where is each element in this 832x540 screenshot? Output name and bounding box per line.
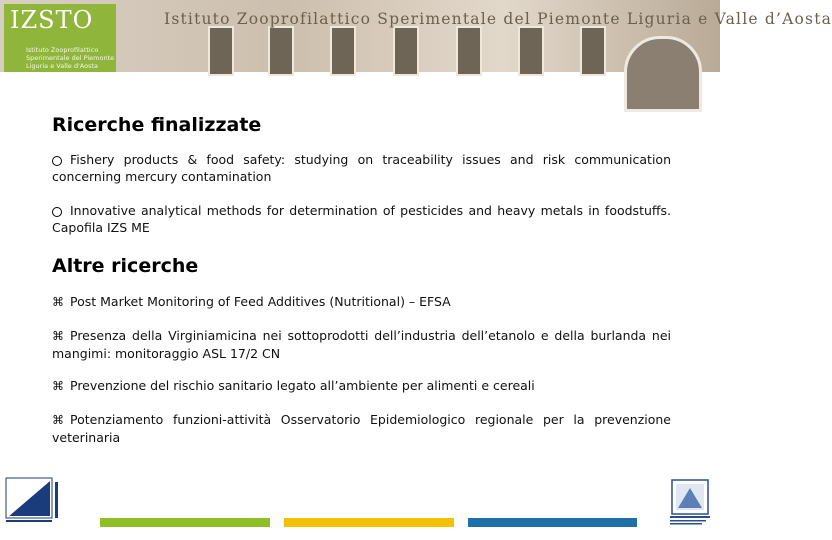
- section-title-ricerche-finalizzate: Ricerche finalizzate: [52, 114, 262, 136]
- logo-title: IZSTO: [10, 6, 94, 34]
- logo-subtitle: [26, 46, 116, 70]
- command-key-icon: ⌘: [52, 413, 64, 427]
- header-banner: [0, 0, 832, 72]
- list-item-text: Prevenzione del rischio sanitario legato all’ambiente per alimenti e cereali: [70, 378, 535, 393]
- izsto-logo: [4, 4, 116, 72]
- command-key-icon: ⌘: [52, 329, 64, 343]
- footer-bar-yellow: [284, 518, 454, 527]
- hollow-circle-icon: [52, 156, 62, 166]
- list-item-text: Potenziamento funzioni-attività Osservatorio Epidemiologico regionale per la prevenzione veterinaria: [52, 412, 671, 445]
- list-item-text: Fishery products & food safety: studying on traceability issues and risk communication concerning mercury contamination: [52, 152, 671, 184]
- list-item: [52, 151, 671, 185]
- footer-bar-green: [100, 518, 270, 527]
- list-item: [52, 293, 671, 311]
- logo-subtitle-line: Istituto Zooprofilattico: [26, 46, 99, 54]
- list-item: [52, 411, 671, 446]
- list-item: [52, 377, 671, 395]
- footer-bar-blue: [468, 518, 637, 527]
- hollow-circle-icon: [52, 207, 62, 217]
- command-key-icon: ⌘: [52, 295, 64, 309]
- list-item-text: Innovative analytical methods for determination of pesticides and heavy metals in foodstuffs. Capofila IZS ME: [52, 203, 671, 235]
- command-key-icon: ⌘: [52, 379, 64, 393]
- zooprofilattico-logo: [4, 474, 64, 526]
- list-item-text: Post Market Monitoring of Feed Additives (Nutritional) – EFSA: [70, 294, 451, 309]
- quality-certification-logo: [666, 478, 714, 528]
- list-item-text: Presenza della Virginiamicina nei sottoprodotti dell’industria dell’etanolo e della burlanda nei mangimi: monitoraggio ASL 17/2 CN: [52, 328, 671, 361]
- list-item: [52, 327, 671, 362]
- logo-subtitle-line: Sperimentale del Piemonte: [26, 54, 115, 62]
- section-title-altre-ricerche: Altre ricerche: [52, 255, 199, 277]
- institute-name: Istituto Zooprofilattico Sperimentale del Piemonte Liguria e Valle d’Aosta: [164, 10, 832, 28]
- logo-subtitle-line: Liguria e Valle d'Aosta: [26, 62, 99, 70]
- list-item: [52, 202, 671, 236]
